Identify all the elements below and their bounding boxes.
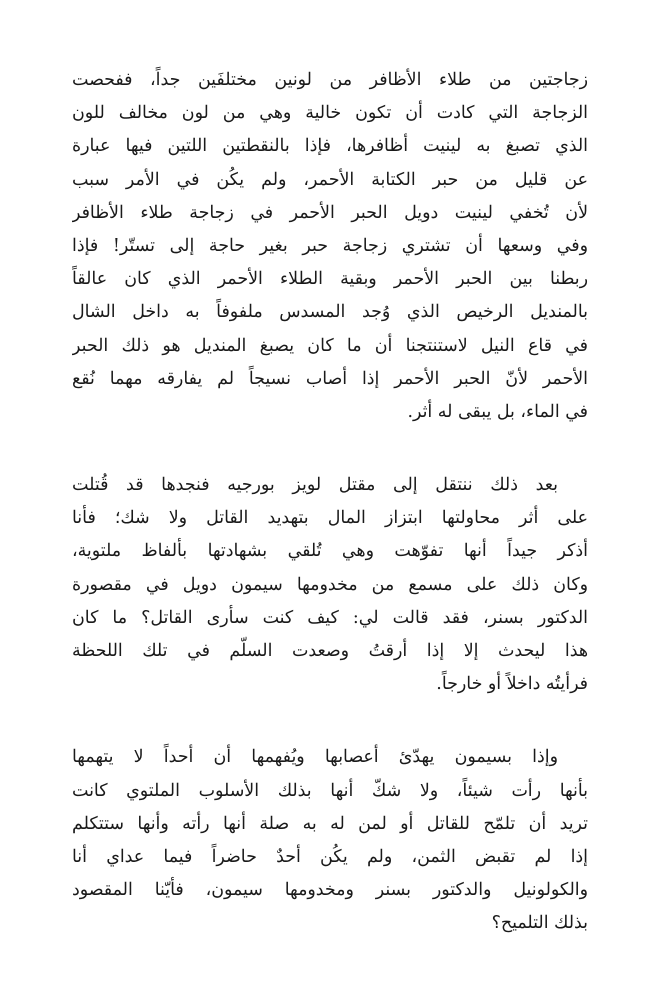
text-line: فرأيتُه داخلاً أو خارجاً.	[436, 674, 588, 695]
book-page	[72, 64, 588, 941]
text-line: وإذا بسيمون يهدّئ أعصابها ويُفهمها أن أحداً لا يتهمها	[72, 747, 558, 768]
text-line: الأحمر لأنّ الحبر الأحمر إذا أصاب نسيجاً لم يفارقه مهما نُقع	[72, 368, 588, 389]
text-line: الدكتور بسنر، فقد قالت لي: كيف كنت سأرى القاتل؟ ما كان	[72, 607, 588, 628]
text-line: والكولونيل والدكتور بسنر ومخدومها سيمون، فأيّنا المقصود	[72, 880, 588, 901]
text-line: وفي وسعها أن تشتري زجاجة حبر بغير حاجة إلى تستّر! فإذا	[72, 235, 588, 256]
text-line: على أثر محاولتها ابتزاز المال بتهديد القاتل ولا شك؛ فأنا	[72, 508, 588, 529]
text-line: الزجاجة التي كادت أن تكون خالية وهي من لون مخالف للون	[72, 103, 588, 124]
paragraph	[72, 64, 588, 429]
text-line: في قاع النيل لاستنتجنا أن ما كان يصبغ المنديل هو ذلك الحبر	[72, 335, 588, 356]
text-line: تريد أن تلمّح للقاتل أو لمن له به صلة أنها رأته وأنها ستتكلم	[72, 813, 588, 834]
text-line: بذلك التلميح؟	[491, 913, 588, 934]
text-line: عن قليل من حبر الكتابة الأحمر، ولم يكُن في الأمر سبب	[72, 169, 588, 190]
text-line: بأنها رأت شيئاً، ولا شكّ أنها بذلك الأسلوب الملتوي كانت	[72, 780, 588, 801]
text-line: إذا لم تقبض الثمن، ولم يكُن أحدٌ حاضراً فيما عداي أنا	[72, 846, 588, 867]
text-line: الذي تصبغ به لينيت أظافرها، فإذا بالنقطتين اللتين فيها عبارة	[72, 136, 588, 157]
text-line: وكان ذلك على مسمع من مخدومها سيمون دويل في مقصورة	[72, 574, 588, 595]
paragraph	[72, 741, 588, 940]
text-line: بالمنديل الرخيص الذي وُجد المسدس ملفوفاً به داخل الشال	[72, 302, 588, 323]
text-line: أذكر جيداً أنها تفوّهت وهي تُلقي بشهادتها بألفاظ ملتوية،	[72, 541, 588, 562]
text-line: ربطنا بين الحبر الأحمر وبقية الطلاء الأحمر الذي كان عالقاً	[72, 269, 588, 290]
text-line: بعد ذلك ننتقل إلى مقتل لويز بورجيه فنجدها قد قُتلت	[72, 475, 558, 496]
text-line: هذا ليحدث إلا إذا أرقتُ وصعدت السلّم في تلك اللحظة	[72, 641, 588, 661]
text-line: في الماء، بل يبقى له أثر.	[407, 401, 588, 422]
paragraph	[72, 469, 588, 701]
text-line: زجاجتين من طلاء الأظافر من لونين مختلفَين جداً، ففحصت	[72, 70, 588, 90]
text-line: لأن تُخفي لينيت دويل الحبر الأحمر في زجاجة طلاء الأظافر	[72, 202, 588, 223]
